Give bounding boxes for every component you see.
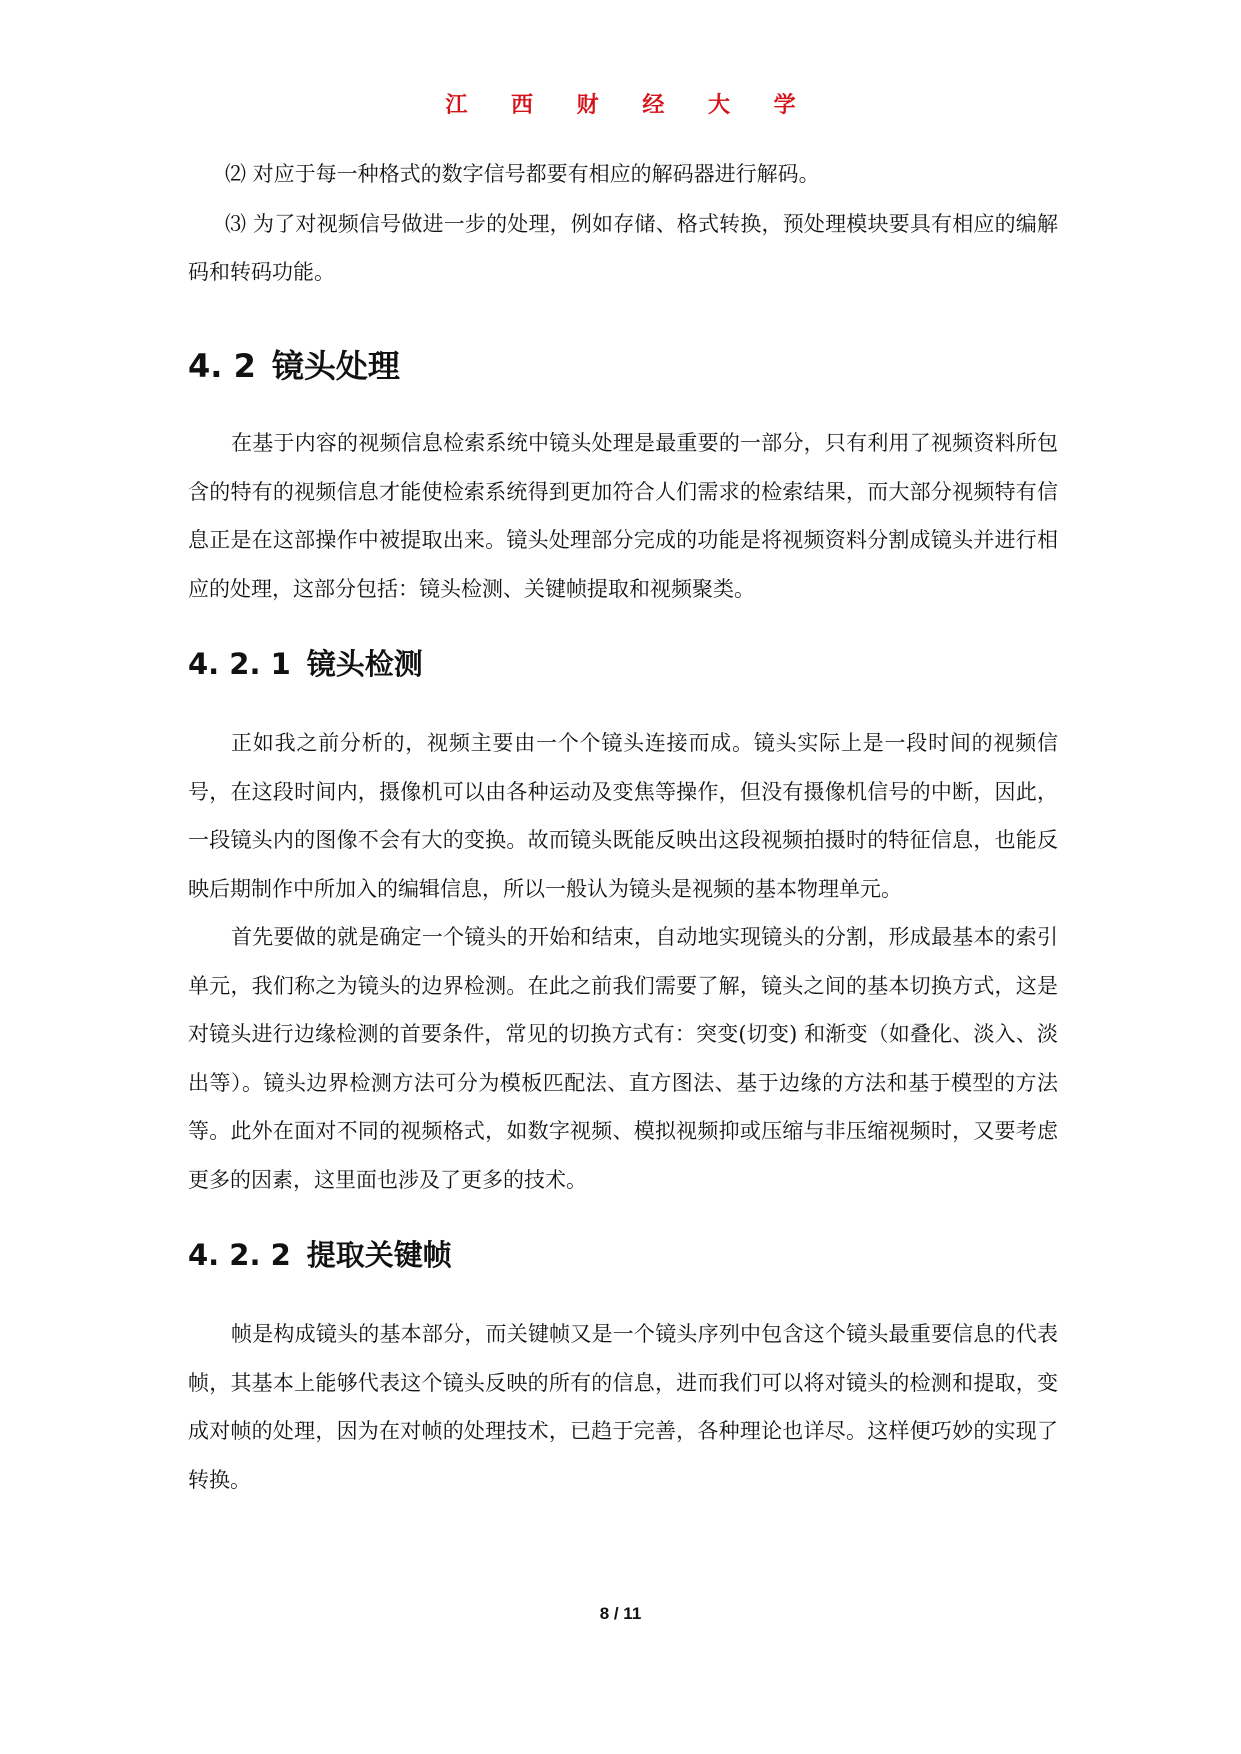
section-4-2-1-paragraph-2: 首先要做的就是确定一个镜头的开始和结束，自动地实现镜头的分割，形成最基本的索引单元，我们称之为镜头的边界检测。在此之前我们需要了解，镜头之间的基本切换方式，这是对镜头进行边缘检测的首要条件，常见的切换方式有：突变(切变) 和渐变（如叠化、淡入、淡出等）。镜头边界检测方法可分为模板匹配法、直方图法、基于边缘的方法和基于模型的方法等。此外在面对不同的视频格式，如数字视频、模拟视频抑或压缩与非压缩视频时，又要考虑更多的因素，这里面也涉及了更多的技术。 (188, 925, 1058, 1192)
section-heading-4-2-2 (188, 1236, 1058, 1274)
list-item-3: ⑶ 为了对视频信号做进一步的处理，例如存储、格式转换，预处理模块要具有相应的编解码和转码功能。 (188, 212, 1058, 284)
section-title: 镜头检测 (306, 647, 423, 681)
section-4-2-paragraph: 在基于内容的视频信息检索系统中镜头处理是最重要的一部分，只有利用了视频资料所包含的特有的视频信息才能使检索系统得到更加符合人们需求的检索结果，而大部分视频特有信息正是在这部操作中被提取出来。镜头处理部分完成的功能是将视频资料分割成镜头并进行相应的处理，这部分包括：镜头检测、关键帧提取和视频聚类。 (188, 431, 1058, 601)
list-item-2: ⑵ 对应于每一种格式的数字信号都要有相应的解码器进行解码。 (225, 162, 820, 186)
section-heading-4-2-1 (188, 645, 1058, 683)
page-header-university: 江 西 财 经 大 学 (445, 92, 814, 118)
section-number: 4. 2. 1 (188, 647, 291, 681)
page-body (188, 150, 1058, 1504)
section-number: 4. 2 (188, 347, 256, 385)
section-4-2-1-paragraph-1: 正如我之前分析的，视频主要由一个个镜头连接而成。镜头实际上是一段时间的视频信号，在这段时间内，摄像机可以由各种运动及变焦等操作，但没有摄像机信号的中断，因此，一段镜头内的图像不会有大的变换。故而镜头既能反映出这段视频拍摄时的特征信息，也能反映后期制作中所加入的编辑信息，所以一般认为镜头是视频的基本物理单元。 (188, 731, 1058, 901)
section-number: 4. 2. 2 (188, 1238, 291, 1272)
section-heading-4-2 (188, 346, 1058, 386)
section-4-2-2-paragraph: 帧是构成镜头的基本部分，而关键帧又是一个镜头序列中包含这个镜头最重要信息的代表帧，其基本上能够代表这个镜头反映的所有的信息，进而我们可以将对镜头的检测和提取，变成对帧的处理，因为在对帧的处理技术，已趋于完善，各种理论也详尽。这样便巧妙的实现了转换。 (188, 1322, 1058, 1492)
section-title: 提取关键帧 (306, 1238, 452, 1272)
page-number: 8 / 11 (599, 1604, 642, 1623)
section-title: 镜头处理 (271, 347, 400, 385)
